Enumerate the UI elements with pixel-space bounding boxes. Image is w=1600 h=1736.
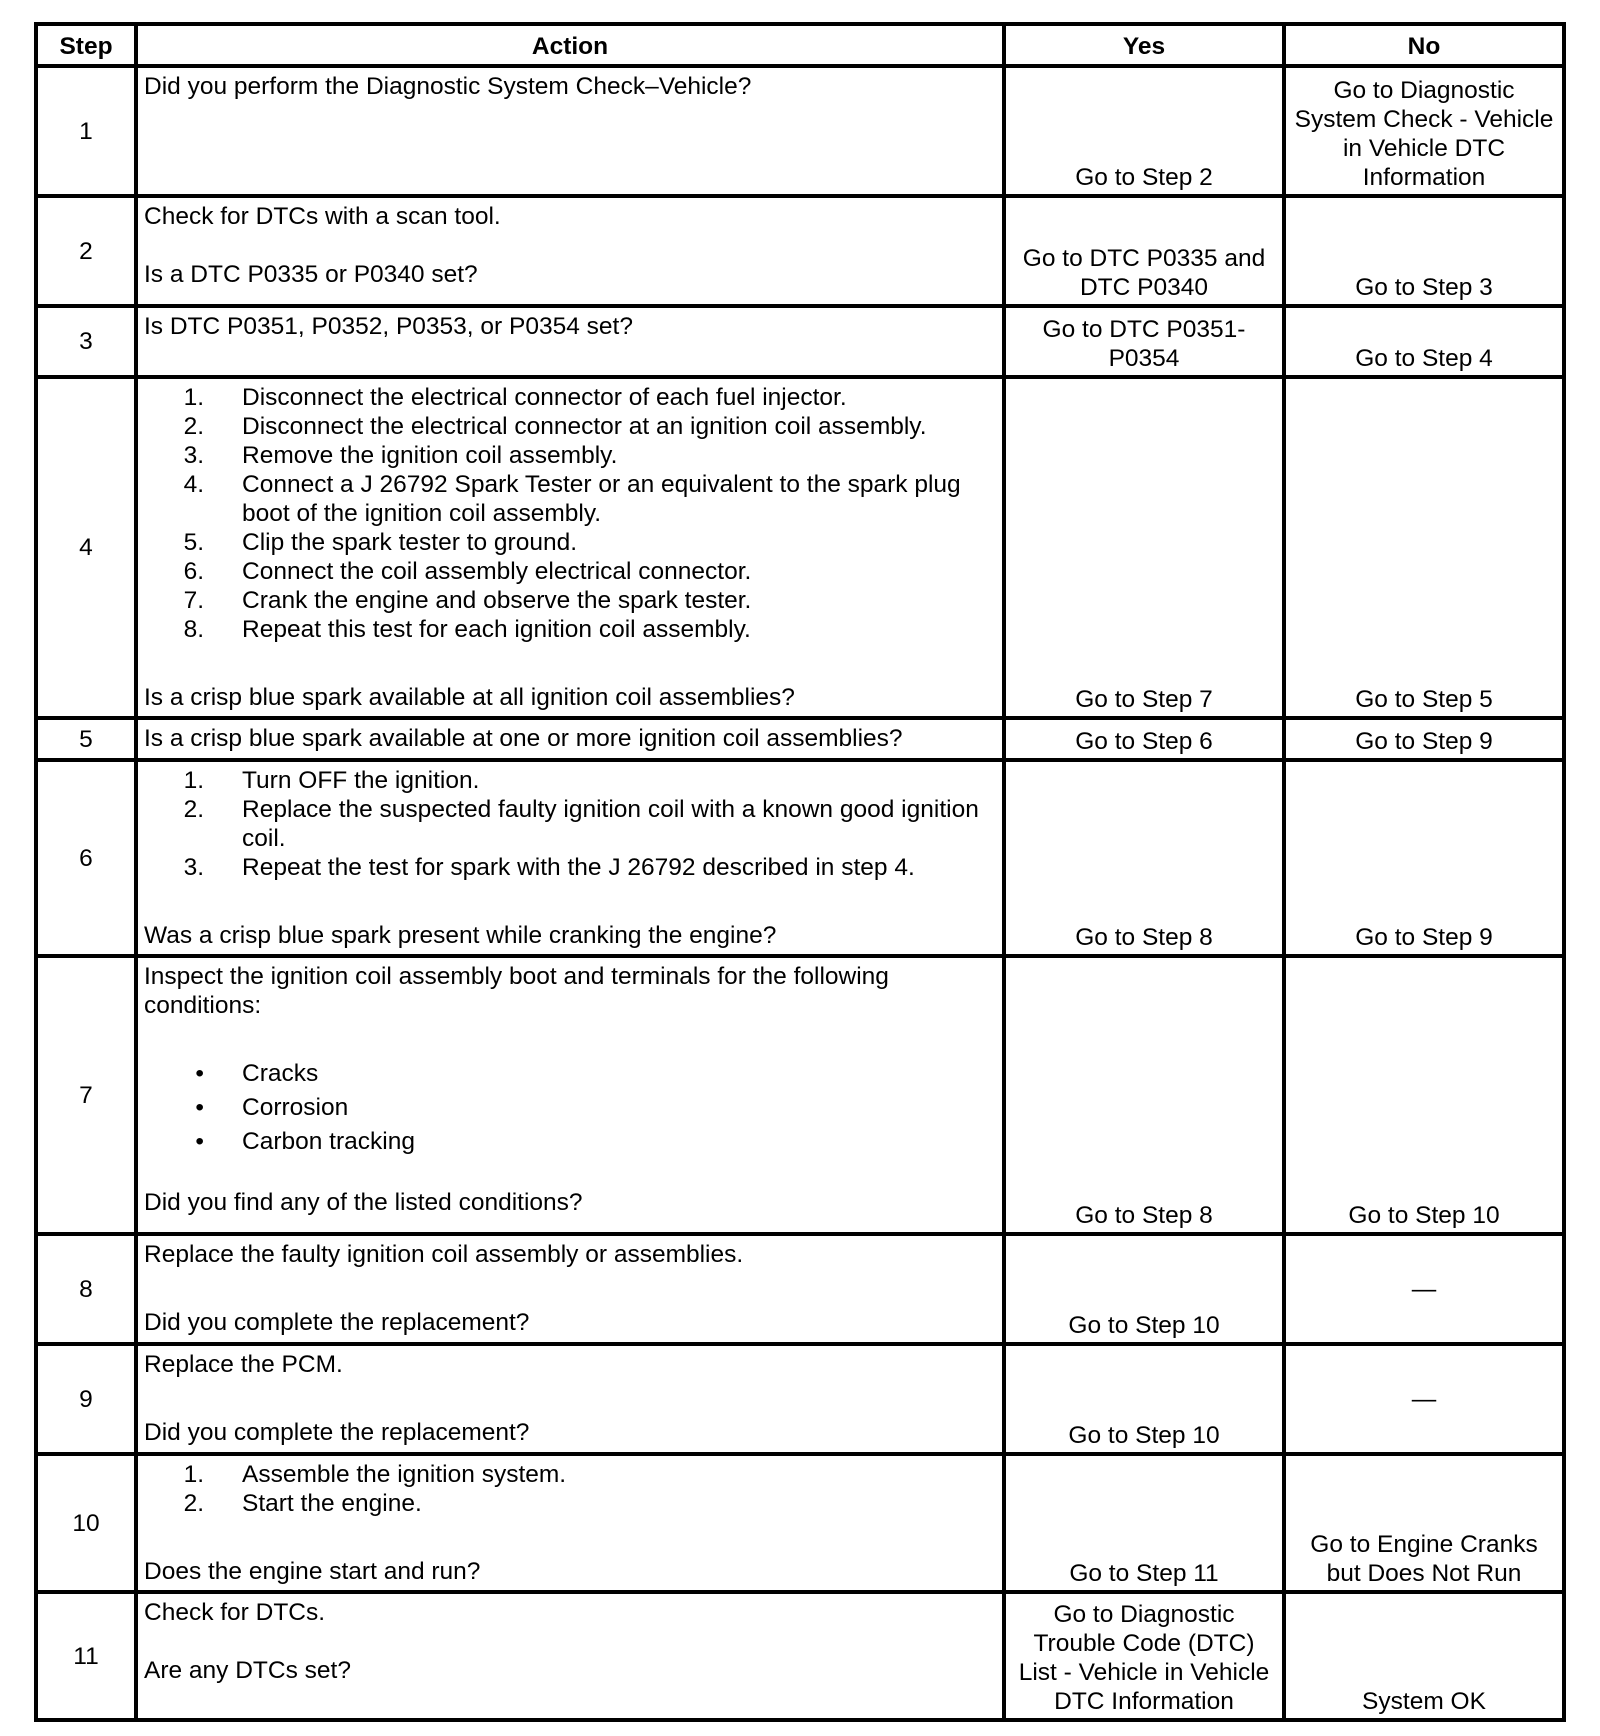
no-cell: Go to Step 9 [1284,760,1564,956]
yes-cell: Go to Step 7 [1004,377,1284,718]
substep-number: 2. [183,796,204,823]
header-action: Action [136,24,1004,66]
action-cell [136,1592,1004,1720]
action-text: Is a crisp blue spark available at one or more ignition coil assemblies? [144,725,903,752]
action-text: Check for DTCs with a scan tool. [144,203,501,230]
action-question: Was a crisp blue spark present while cranking the engine? [144,922,777,949]
substep-text: Disconnect the electrical connector at an ignition coil assembly. [242,413,927,440]
substep-number: 2. [183,413,204,440]
list-item [144,412,996,441]
step-number: 10 [36,1454,136,1592]
action-text: Check for DTCs. [144,1599,326,1626]
table-row [36,718,1564,760]
action-cell [136,196,1004,306]
action-question: Did you complete the replacement? [144,1419,530,1446]
substep-list [144,1460,996,1518]
action-cell [136,66,1004,196]
list-item [144,441,996,470]
substep-text: Repeat this test for each ignition coil assembly. [242,616,751,643]
substep-number: 1. [183,1461,204,1488]
action-cell [136,1344,1004,1454]
substep-number: 6. [183,558,204,585]
step-number: 3 [36,306,136,377]
table-row [36,306,1564,377]
header-row [36,24,1564,66]
yes-cell: Go to DTC P0351-P0354 [1004,306,1284,377]
action-question: Does the engine start and run? [144,1558,481,1585]
substep-number: 5. [183,529,204,556]
bullet-icon: • [195,1059,204,1087]
yes-cell: Go to Diagnostic Trouble Code (DTC) List - Vehicle in Vehicle DTC Information [1004,1592,1284,1720]
action-question: Is a DTC P0335 or P0340 set? [144,261,478,288]
action-question: Did you complete the replacement? [144,1309,530,1336]
diagnostic-table [34,22,1566,1722]
no-cell: Go to Diagnostic System Check - Vehicle in Vehicle DTC Information [1284,66,1564,196]
step-number: 7 [36,956,136,1234]
list-item [144,1460,996,1489]
table-row [36,1234,1564,1344]
table-row [36,377,1564,718]
substep-number: 4. [183,471,204,498]
step-number: 1 [36,66,136,196]
action-cell [136,306,1004,377]
yes-cell: Go to Step 8 [1004,956,1284,1234]
yes-cell: Go to DTC P0335 and DTC P0340 [1004,196,1284,306]
bullet-icon: • [195,1127,204,1155]
action-text: Is DTC P0351, P0352, P0353, or P0354 set? [144,313,633,340]
table-row [36,1592,1564,1720]
condition-text: Carbon tracking [242,1127,415,1155]
substep-number: 2. [183,1490,204,1517]
list-item [144,528,996,557]
action-text: Did you perform the Diagnostic System Check–Vehicle? [144,73,752,100]
no-cell: Go to Engine Cranks but Does Not Run [1284,1454,1564,1592]
step-number: 4 [36,377,136,718]
substep-text: Remove the ignition coil assembly. [242,442,618,469]
header-yes: Yes [1004,24,1284,66]
action-cell [136,956,1004,1234]
table-row [36,760,1564,956]
action-text: Inspect the ignition coil assembly boot and terminals for the following conditions: [144,963,889,1019]
no-cell: Go to Step 10 [1284,956,1564,1234]
step-number: 2 [36,196,136,306]
action-text: Replace the PCM. [144,1351,343,1378]
substep-number: 8. [183,616,204,643]
list-item [144,1056,996,1090]
substep-text: Disconnect the electrical connector of each fuel injector. [242,384,847,411]
header-step: Step [36,24,136,66]
no-cell: Go to Step 3 [1284,196,1564,306]
header-no: No [1284,24,1564,66]
action-cell [136,1454,1004,1592]
list-item [144,1090,996,1124]
condition-text: Cracks [242,1059,319,1087]
step-number: 11 [36,1592,136,1720]
substep-text: Replace the suspected faulty ignition coil with a known good ignition coil. [242,796,979,852]
no-cell: Go to Step 9 [1284,718,1564,760]
action-cell [136,718,1004,760]
substep-text: Start the engine. [242,1490,422,1517]
list-item [144,795,996,853]
action-question: Is a crisp blue spark available at all ignition coil assemblies? [144,684,795,711]
no-cell: Go to Step 5 [1284,377,1564,718]
yes-cell: Go to Step 11 [1004,1454,1284,1592]
action-question: Did you find any of the listed conditions? [144,1189,583,1216]
no-cell: System OK [1284,1592,1564,1720]
list-item [144,383,996,412]
list-item [144,1124,996,1158]
substep-number: 7. [183,587,204,614]
yes-cell: Go to Step 8 [1004,760,1284,956]
substep-text: Connect a J 26792 Spark Tester or an equivalent to the spark plug boot of the ignition coil assembly. [242,471,961,527]
step-number: 6 [36,760,136,956]
table-row [36,196,1564,306]
table-row [36,1454,1564,1592]
table-row [36,1344,1564,1454]
condition-text: Corrosion [242,1093,349,1121]
no-cell: — [1284,1344,1564,1454]
yes-cell: Go to Step 2 [1004,66,1284,196]
action-cell [136,760,1004,956]
list-item [144,557,996,586]
list-item [144,615,996,644]
step-number: 9 [36,1344,136,1454]
substep-number: 1. [183,384,204,411]
yes-cell: Go to Step 10 [1004,1234,1284,1344]
substep-text: Crank the engine and observe the spark tester. [242,587,752,614]
list-item [144,853,996,882]
yes-cell: Go to Step 10 [1004,1344,1284,1454]
substep-number: 3. [183,854,204,881]
list-item [144,766,996,795]
no-cell: Go to Step 4 [1284,306,1564,377]
substep-text: Connect the coil assembly electrical connector. [242,558,752,585]
action-question: Are any DTCs set? [144,1657,351,1684]
action-cell [136,377,1004,718]
substep-text: Turn OFF the ignition. [242,767,480,794]
no-cell: — [1284,1234,1564,1344]
list-item [144,470,996,528]
action-cell [136,1234,1004,1344]
step-number: 8 [36,1234,136,1344]
substep-text: Repeat the test for spark with the J 26792 described in step 4. [242,854,915,881]
condition-list [144,1056,996,1158]
list-item [144,1489,996,1518]
table-row [36,66,1564,196]
substep-text: Clip the spark tester to ground. [242,529,578,556]
substep-number: 1. [183,767,204,794]
list-item [144,586,996,615]
substep-list [144,766,996,882]
substep-list [144,383,996,644]
action-text: Replace the faulty ignition coil assembly or assemblies. [144,1241,744,1268]
table-row [36,956,1564,1234]
yes-cell: Go to Step 6 [1004,718,1284,760]
step-number: 5 [36,718,136,760]
substep-text: Assemble the ignition system. [242,1461,567,1488]
substep-number: 3. [183,442,204,469]
bullet-icon: • [195,1093,204,1121]
